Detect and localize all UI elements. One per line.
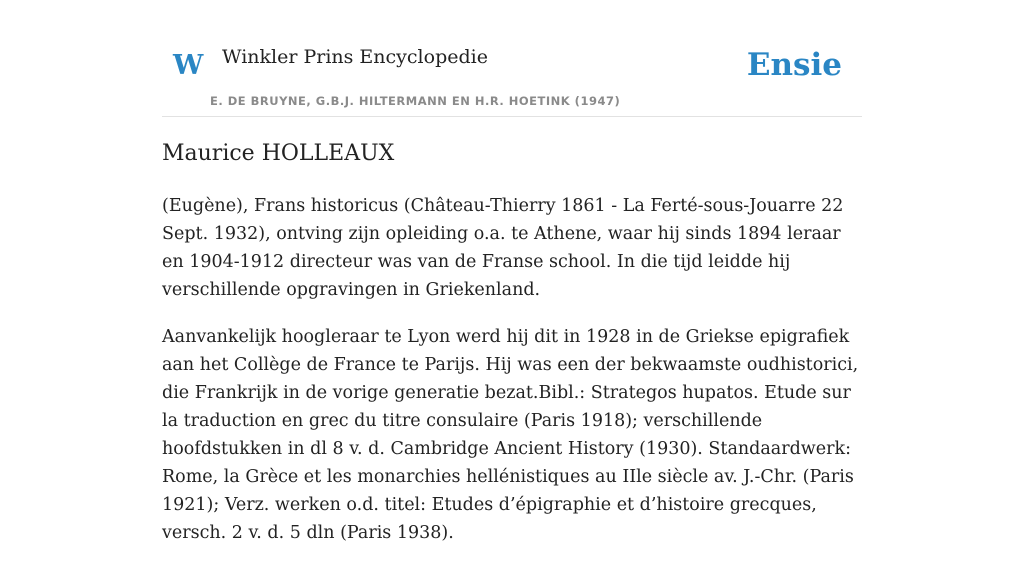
article-paragraph: Aanvankelijk hoogleraar te Lyon werd hij dit in 1928 in de Griekse epigrafiek aan het Collège de France te Parijs. Hij was een der bekwaamste oudhistorici, die Frankrijk in de vorige generatie bezat.Bibl.: Strategos hupatos. Etude sur la traduction en grec du titre consulaire (Paris 1918); verschillende hoofdstukken in dl 8 v. d. Cambridge Ancient History (1930). Standaardwerk: Rome, la Grèce et les monarchies hellénistiques au IIle siècle av. J.-Chr. (Paris 1921); Verz. werken o.d. titel: Etudes d’épigraphie et d’histoire grecques, versch. 2 v. d. 5 dln (Paris 1938). — [162, 327, 859, 543]
publication-authors: E. DE BRUYNE, G.B.J. HILTERMANN EN H.R. HOETINK (1947) — [210, 94, 621, 108]
site-header — [162, 0, 862, 117]
page — [162, 0, 862, 543]
article-body — [162, 192, 862, 566]
article-title: Maurice HOLLEAUX — [162, 141, 395, 166]
publication-title[interactable]: Winkler Prins Encyclopedie — [222, 46, 488, 68]
ensie-logo[interactable]: Ensie — [746, 47, 842, 83]
publication-logo[interactable]: W — [173, 50, 204, 81]
article-paragraph: (Eugène), Frans historicus (Château-Thierry 1861 - La Ferté-sous-Jouarre 22 Sept. 1932), ontving zijn opleiding o.a. te Athene, waar hij sinds 1894 leraar en 1904-1912 directeur was van de Franse school. In die tijd leidde hij verschillende opgravingen in Griekenland. — [162, 196, 844, 300]
